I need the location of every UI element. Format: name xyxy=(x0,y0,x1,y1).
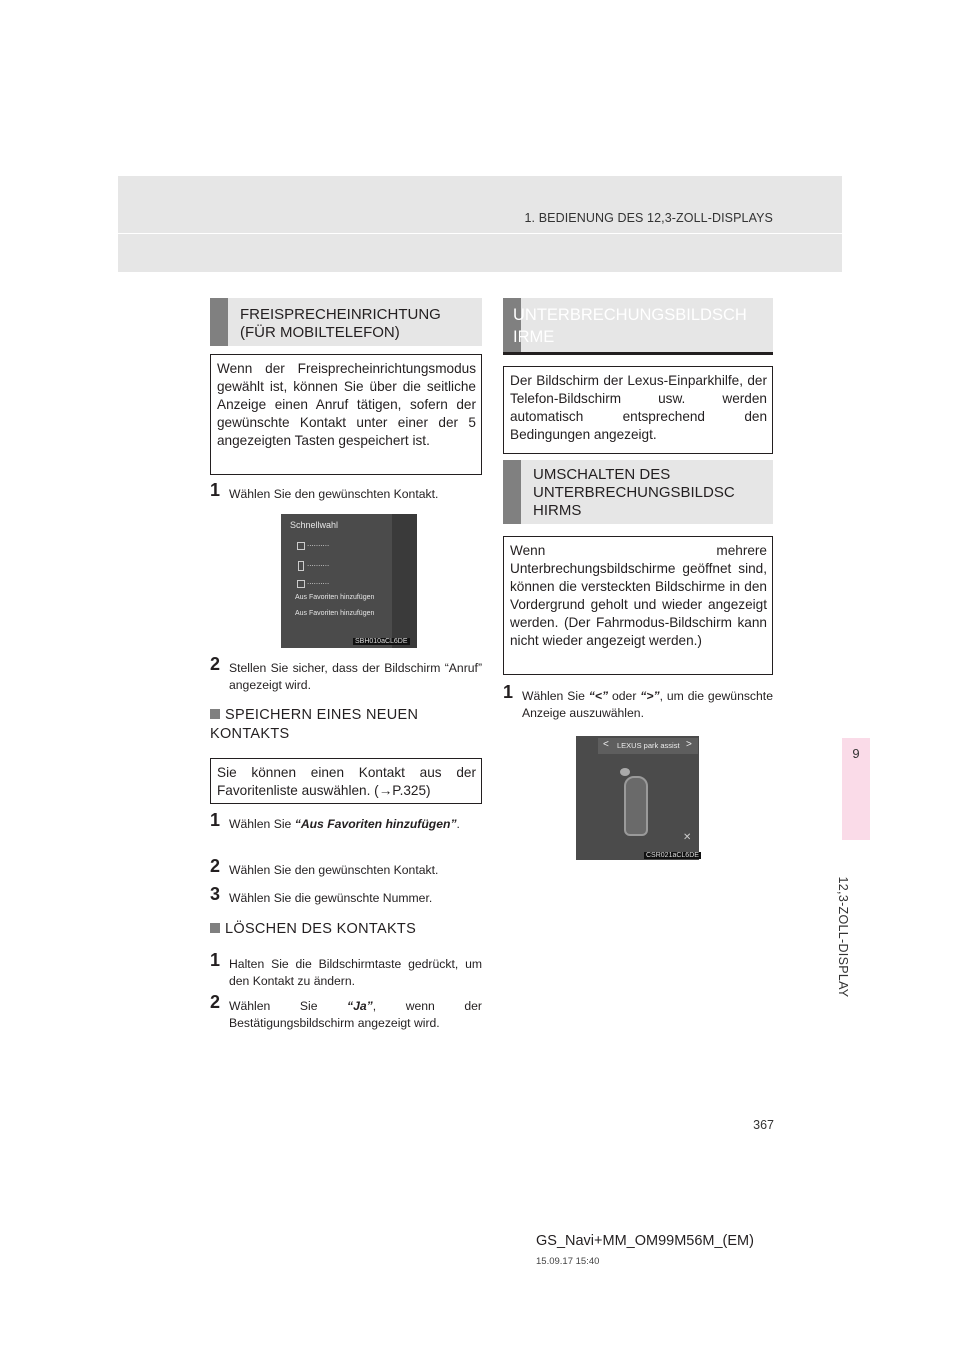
screen-row-5: Aus Favoriten hinzufügen xyxy=(295,610,375,617)
chapter-number: 9 xyxy=(852,746,860,761)
mobile-icon xyxy=(298,561,304,571)
step-number: 2 xyxy=(210,654,221,674)
screen-row-4: Aus Favoriten hinzufügen xyxy=(295,594,375,601)
step-text-part: Wählen Sie xyxy=(522,689,589,703)
step-text: Stellen Sie sicher, dass der Bildschirm “Anruf” angezeigt wird. xyxy=(229,661,482,692)
bullet-square-icon xyxy=(210,923,220,933)
section-heading-switch xyxy=(503,460,773,524)
section-heading-text: FREISPRECHEINRICHTUNG (FÜR MOBILTELEFON) xyxy=(240,306,441,341)
sensor-indicator-icon xyxy=(620,768,630,776)
step-text: Wählen Sie den gewünschten Kontakt. xyxy=(229,863,439,877)
step-number: 2 xyxy=(210,992,221,1012)
phone-icon xyxy=(297,580,305,588)
step-text xyxy=(522,688,773,722)
section-heading-text xyxy=(533,466,769,520)
step-number: 2 xyxy=(210,856,221,876)
image-code: CSR021aCL6DE xyxy=(646,852,699,859)
image-code: SBH010aCL6DE xyxy=(355,638,408,645)
step-number: 1 xyxy=(210,810,221,830)
step-number: 3 xyxy=(210,884,221,904)
step-select-arrow xyxy=(503,682,773,722)
step-text: Halten Sie die Bildschirmtaste gedrückt, um den Kontakt zu ändern. xyxy=(229,957,482,988)
subsection-text: LÖSCHEN DES KONTAKTS xyxy=(225,921,417,937)
info-box-hidden-screens: Wenn mehrere Unterbrechungsbildschirme geöffnet sind, können die versteckten Bildschirme in den Vordergrund geholt und wieder angezeigt werden. (Der Fahrmodus-Bildschirm kann nicht wieder angezeigt werden.) xyxy=(503,536,773,675)
info-box-interrupt: Der Bildschirm der Lexus-Einparkhilfe, der Telefon-Bildschirm usw. werden automatisch entsprechend den Bedingungen angezeigt. xyxy=(503,366,773,454)
document-code: GS_Navi+MM_OM99M56M_(EM) xyxy=(536,1233,754,1249)
phone-icon xyxy=(297,542,305,550)
running-header: 1. BEDIENUNG DES 12,3-ZOLL-DISPLAYS xyxy=(524,211,773,225)
heading-line: IRME xyxy=(513,328,555,346)
step-add-from-favorites xyxy=(210,810,482,833)
step-text: Wählen Sie den gewünschten Kontakt. xyxy=(229,487,439,501)
step-text-part: oder xyxy=(608,689,641,703)
step-select-number xyxy=(210,884,482,907)
step-number: 1 xyxy=(210,480,221,500)
screen-row-1: .......... xyxy=(307,539,330,548)
chevron-left-icon: < xyxy=(603,739,609,750)
step-text xyxy=(229,998,482,1032)
step-text-part: . xyxy=(456,817,460,831)
heading-bar xyxy=(210,298,228,346)
section-heading-text xyxy=(513,304,753,348)
heading-line: UMSCHALTEN DES xyxy=(533,466,671,483)
bullet-square-icon xyxy=(210,709,220,719)
step-text: Wählen Sie die gewünschte Nummer. xyxy=(229,891,433,905)
screen-side-panel xyxy=(392,514,417,648)
chapter-label: 12,3-ZOLL-DISPLAY xyxy=(836,876,850,998)
page-number: 367 xyxy=(753,1118,774,1132)
subsection-heading-save xyxy=(210,706,482,744)
heading-bar xyxy=(503,460,521,524)
section-heading-freisprech xyxy=(210,298,482,346)
screen-row-2: .......... xyxy=(307,559,330,568)
button-reference: “>” xyxy=(640,689,660,703)
step-hold-button xyxy=(210,950,482,990)
step-confirm-call-screen xyxy=(210,654,482,694)
step-text-part: , um die gewünschte Anzeige auszuwählen. xyxy=(522,689,773,720)
heading-line: HIRMS xyxy=(533,502,582,519)
heading-line: UNTERBRECHUNGSBILDSC xyxy=(533,484,735,501)
heading-line: UNTERBRECHUNGSBILDSCH xyxy=(513,306,747,324)
step-number: 1 xyxy=(210,950,221,970)
screenshot-park-assist xyxy=(576,736,699,860)
step-select-yes xyxy=(210,992,482,1032)
step-text-part: Wählen Sie xyxy=(229,817,295,831)
screen-title: Schnellwahl xyxy=(290,520,339,530)
step-select-contact xyxy=(210,480,482,503)
screenshot-speed-dial xyxy=(281,514,417,648)
car-icon xyxy=(624,776,648,836)
screen-row-3: .......... xyxy=(307,577,330,586)
screen-title: LEXUS park assist xyxy=(617,741,680,750)
step-text xyxy=(229,816,482,833)
mute-icon: ✕ xyxy=(683,832,692,843)
step-text-part: , wenn der Bestätigungsbildschirm angezeigt wird. xyxy=(229,999,482,1030)
subsection-heading-delete xyxy=(210,920,482,939)
step-select-contact-2 xyxy=(210,856,482,879)
button-reference: “Aus Favoriten hinzufügen” xyxy=(294,817,457,831)
print-date: 15.09.17 15:40 xyxy=(536,1256,600,1267)
section-heading-unterbrechung xyxy=(503,298,773,355)
info-box-freisprech: Wenn der Freisprecheinrichtungsmodus gewählt ist, können Sie über die seitliche Anzeige einen Anruf tätigen, sofern der gewünschte Kontakt unter einer der 5 angezeigten Tasten gespeichert ist. xyxy=(210,354,482,475)
info-box-favorites: Sie können einen Kontakt aus der Favoritenliste auswählen. (→P.325) xyxy=(210,758,482,804)
step-number: 1 xyxy=(503,682,514,702)
step-text-part: Wählen Sie xyxy=(229,999,348,1013)
header-divider xyxy=(118,233,842,234)
subsection-text: SPEICHERN EINES NEUEN KONTAKTS xyxy=(210,707,419,742)
button-reference: “<” xyxy=(588,689,609,703)
chevron-right-icon: > xyxy=(686,739,692,750)
button-reference: “Ja” xyxy=(347,999,373,1013)
